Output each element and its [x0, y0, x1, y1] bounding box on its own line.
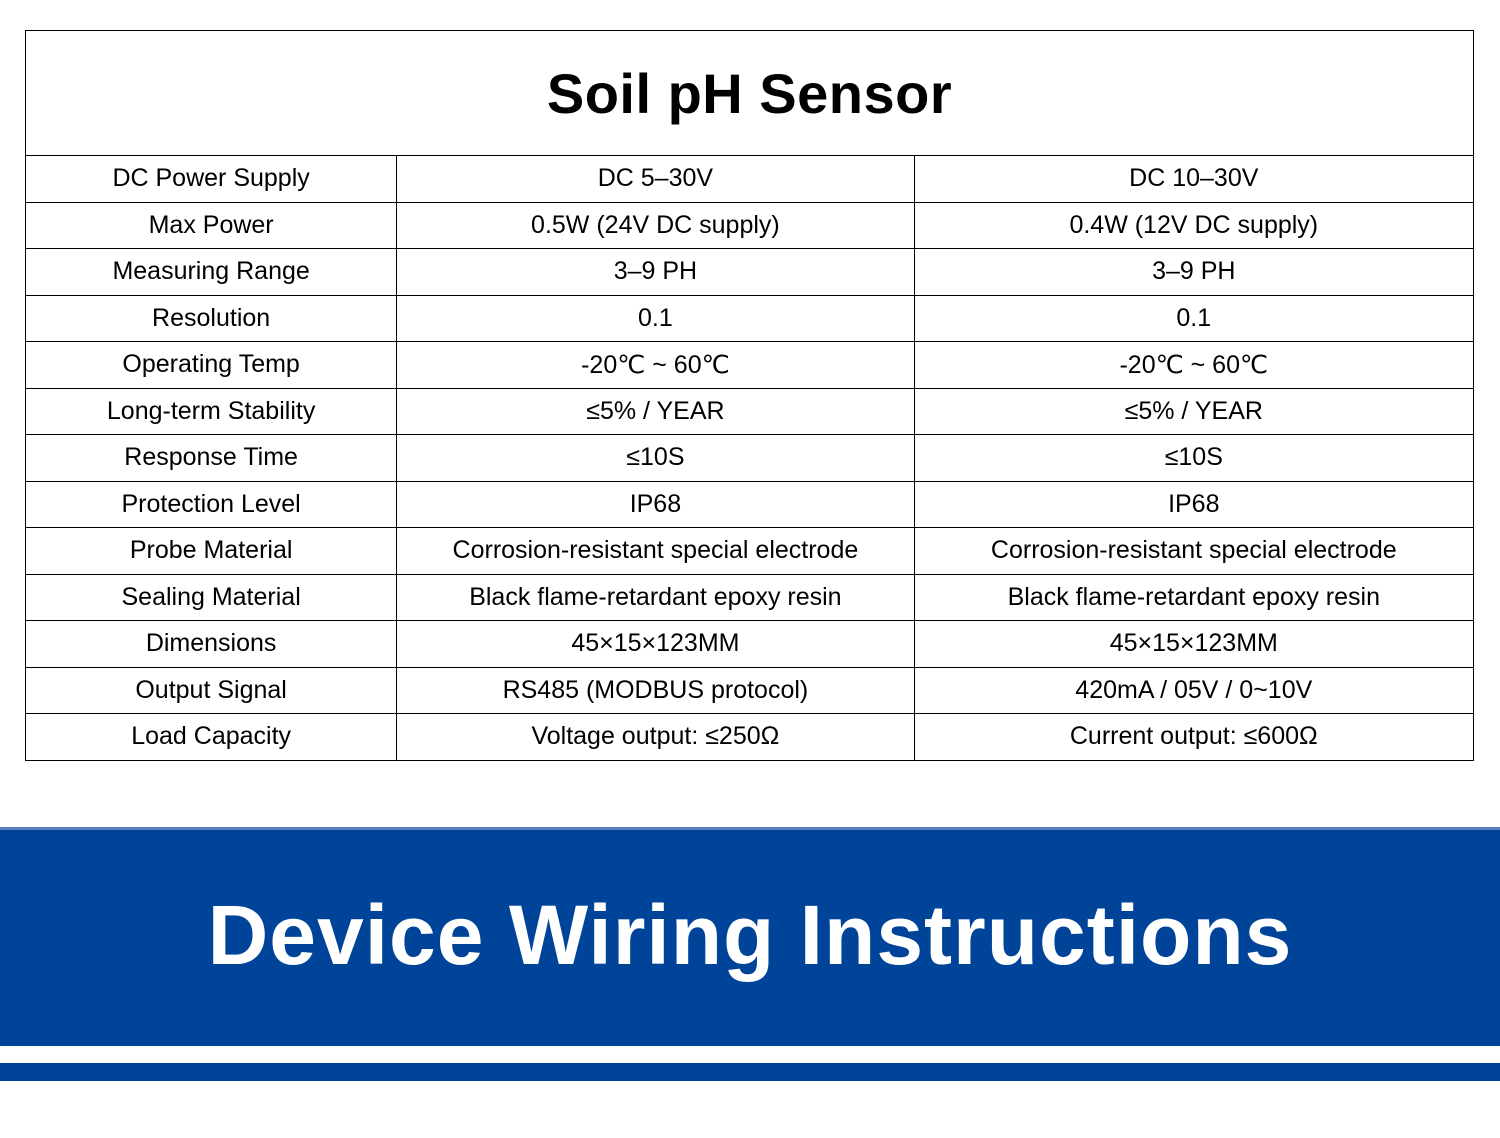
- row-label: Load Capacity: [26, 714, 397, 761]
- value-model-b: ≤5% / YEAR: [914, 388, 1473, 435]
- value-model-b: 0.4W (12V DC supply): [914, 202, 1473, 249]
- value-model-a: Voltage output: ≤250Ω: [397, 714, 914, 761]
- banner-divider-strip: [0, 1063, 1500, 1081]
- table-row: [26, 714, 1474, 761]
- table-row: [26, 202, 1474, 249]
- table-row: [26, 574, 1474, 621]
- table-row: [26, 249, 1474, 296]
- row-label: Long-term Stability: [26, 388, 397, 435]
- value-model-a: ≤10S: [397, 435, 914, 482]
- table-row: [26, 295, 1474, 342]
- value-model-b: IP68: [914, 481, 1473, 528]
- value-model-b: -20℃ ~ 60℃: [914, 342, 1473, 389]
- row-label: Output Signal: [26, 667, 397, 714]
- value-model-b: Black flame-retardant epoxy resin: [914, 574, 1473, 621]
- row-label: Sealing Material: [26, 574, 397, 621]
- value-model-b: 45×15×123MM: [914, 621, 1473, 668]
- value-model-a: -20℃ ~ 60℃: [397, 342, 914, 389]
- table-row: [26, 528, 1474, 575]
- table-title-row: [26, 31, 1474, 156]
- banner-title: Device Wiring Instructions: [207, 887, 1293, 982]
- table-row: [26, 342, 1474, 389]
- value-model-a: IP68: [397, 481, 914, 528]
- value-model-a: 3–9 PH: [397, 249, 914, 296]
- value-model-b: Corrosion-resistant special electrode: [914, 528, 1473, 575]
- row-label: DC Power Supply: [26, 156, 397, 203]
- value-model-b: Current output: ≤600Ω: [914, 714, 1473, 761]
- spec-table: [25, 30, 1474, 761]
- table-title: Soil pH Sensor: [26, 31, 1474, 156]
- row-label: Dimensions: [26, 621, 397, 668]
- table-row: [26, 388, 1474, 435]
- value-model-a: ≤5% / YEAR: [397, 388, 914, 435]
- row-label: Probe Material: [26, 528, 397, 575]
- value-model-a: RS485 (MODBUS protocol): [397, 667, 914, 714]
- value-model-b: 0.1: [914, 295, 1473, 342]
- value-model-a: Corrosion-resistant special electrode: [397, 528, 914, 575]
- row-label: Operating Temp: [26, 342, 397, 389]
- row-label: Response Time: [26, 435, 397, 482]
- row-label: Resolution: [26, 295, 397, 342]
- value-model-a: 0.5W (24V DC supply): [397, 202, 914, 249]
- value-model-a: Black flame-retardant epoxy resin: [397, 574, 914, 621]
- table-row: [26, 435, 1474, 482]
- row-label: Max Power: [26, 202, 397, 249]
- table-row: [26, 156, 1474, 203]
- value-model-a: 45×15×123MM: [397, 621, 914, 668]
- table-row: [26, 667, 1474, 714]
- value-model-a: 0.1: [397, 295, 914, 342]
- table-row: [26, 621, 1474, 668]
- table-row: [26, 481, 1474, 528]
- row-label: Measuring Range: [26, 249, 397, 296]
- value-model-b: 420mA / 05V / 0~10V: [914, 667, 1473, 714]
- value-model-b: DC 10–30V: [914, 156, 1473, 203]
- value-model-b: ≤10S: [914, 435, 1473, 482]
- value-model-a: DC 5–30V: [397, 156, 914, 203]
- row-label: Protection Level: [26, 481, 397, 528]
- value-model-b: 3–9 PH: [914, 249, 1473, 296]
- section-banner: [0, 827, 1500, 1046]
